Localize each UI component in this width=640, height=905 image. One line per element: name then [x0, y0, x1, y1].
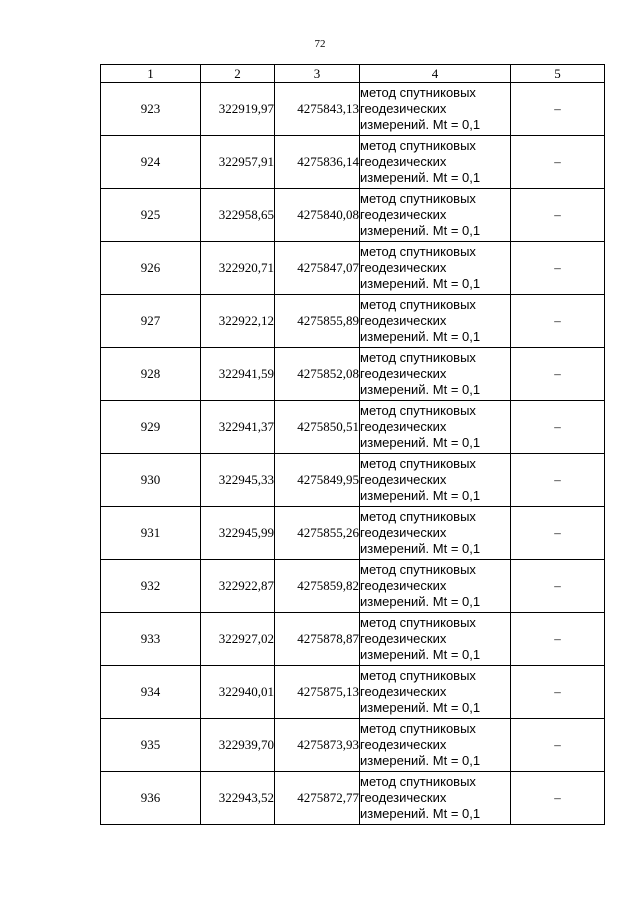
x-coordinate-cell: 322945,99: [201, 507, 275, 560]
note-cell: –: [511, 507, 605, 560]
header-col-4: 4: [360, 65, 511, 83]
y-coordinate-cell: 4275875,13: [275, 666, 360, 719]
point-number-cell: 925: [101, 189, 201, 242]
x-coordinate-cell: 322939,70: [201, 719, 275, 772]
note-cell: –: [511, 295, 605, 348]
method-cell: метод спутниковых геодезических измерений. Mt = 0,1: [360, 719, 511, 772]
note-cell: –: [511, 401, 605, 454]
table-row: [101, 454, 605, 507]
point-number-cell: 935: [101, 719, 201, 772]
table-row: [101, 666, 605, 719]
method-cell: метод спутниковых геодезических измерений. Mt = 0,1: [360, 507, 511, 560]
y-coordinate-cell: 4275859,82: [275, 560, 360, 613]
table-row: [101, 401, 605, 454]
point-number-cell: 936: [101, 772, 201, 825]
table-row: [101, 348, 605, 401]
note-cell: –: [511, 613, 605, 666]
point-number-cell: 926: [101, 242, 201, 295]
method-cell: метод спутниковых геодезических измерений. Mt = 0,1: [360, 295, 511, 348]
table-row: [101, 772, 605, 825]
x-coordinate-cell: 322958,65: [201, 189, 275, 242]
y-coordinate-cell: 4275847,07: [275, 242, 360, 295]
note-cell: –: [511, 136, 605, 189]
y-coordinate-cell: 4275872,77: [275, 772, 360, 825]
table-row: [101, 83, 605, 136]
method-cell: метод спутниковых геодезических измерений. Mt = 0,1: [360, 242, 511, 295]
x-coordinate-cell: 322945,33: [201, 454, 275, 507]
y-coordinate-cell: 4275836,14: [275, 136, 360, 189]
x-coordinate-cell: 322941,59: [201, 348, 275, 401]
point-number-cell: 923: [101, 83, 201, 136]
point-number-cell: 933: [101, 613, 201, 666]
table-row: [101, 189, 605, 242]
table-row: [101, 242, 605, 295]
x-coordinate-cell: 322922,12: [201, 295, 275, 348]
table-header: [101, 65, 605, 83]
table-row: [101, 507, 605, 560]
x-coordinate-cell: 322922,87: [201, 560, 275, 613]
table-row: [101, 295, 605, 348]
point-number-cell: 931: [101, 507, 201, 560]
method-cell: метод спутниковых геодезических измерений. Mt = 0,1: [360, 189, 511, 242]
point-number-cell: 929: [101, 401, 201, 454]
note-cell: –: [511, 719, 605, 772]
note-cell: –: [511, 560, 605, 613]
note-cell: –: [511, 666, 605, 719]
point-number-cell: 932: [101, 560, 201, 613]
x-coordinate-cell: 322927,02: [201, 613, 275, 666]
point-number-cell: 930: [101, 454, 201, 507]
x-coordinate-cell: 322943,52: [201, 772, 275, 825]
method-cell: метод спутниковых геодезических измерений. Mt = 0,1: [360, 613, 511, 666]
x-coordinate-cell: 322941,37: [201, 401, 275, 454]
x-coordinate-cell: 322940,01: [201, 666, 275, 719]
method-cell: метод спутниковых геодезических измерений. Mt = 0,1: [360, 454, 511, 507]
method-cell: метод спутниковых геодезических измерений. Mt = 0,1: [360, 83, 511, 136]
y-coordinate-cell: 4275852,08: [275, 348, 360, 401]
table-row: [101, 136, 605, 189]
point-number-cell: 934: [101, 666, 201, 719]
y-coordinate-cell: 4275855,26: [275, 507, 360, 560]
header-col-5: 5: [511, 65, 605, 83]
note-cell: –: [511, 772, 605, 825]
coordinates-table: [100, 64, 605, 825]
y-coordinate-cell: 4275850,51: [275, 401, 360, 454]
method-cell: метод спутниковых геодезических измерений. Mt = 0,1: [360, 666, 511, 719]
note-cell: –: [511, 242, 605, 295]
x-coordinate-cell: 322919,97: [201, 83, 275, 136]
table-row: [101, 560, 605, 613]
table-body: [101, 83, 605, 825]
note-cell: –: [511, 189, 605, 242]
method-cell: метод спутниковых геодезических измерений. Mt = 0,1: [360, 348, 511, 401]
y-coordinate-cell: 4275855,89: [275, 295, 360, 348]
method-cell: метод спутниковых геодезических измерений. Mt = 0,1: [360, 401, 511, 454]
header-row: [101, 65, 605, 83]
y-coordinate-cell: 4275840,08: [275, 189, 360, 242]
x-coordinate-cell: 322920,71: [201, 242, 275, 295]
x-coordinate-cell: 322957,91: [201, 136, 275, 189]
table-row: [101, 613, 605, 666]
point-number-cell: 927: [101, 295, 201, 348]
y-coordinate-cell: 4275873,93: [275, 719, 360, 772]
y-coordinate-cell: 4275849,95: [275, 454, 360, 507]
point-number-cell: 924: [101, 136, 201, 189]
note-cell: –: [511, 83, 605, 136]
header-col-3: 3: [275, 65, 360, 83]
header-col-2: 2: [201, 65, 275, 83]
method-cell: метод спутниковых геодезических измерений. Mt = 0,1: [360, 560, 511, 613]
y-coordinate-cell: 4275878,87: [275, 613, 360, 666]
point-number-cell: 928: [101, 348, 201, 401]
method-cell: метод спутниковых геодезических измерений. Mt = 0,1: [360, 772, 511, 825]
method-cell: метод спутниковых геодезических измерений. Mt = 0,1: [360, 136, 511, 189]
table-row: [101, 719, 605, 772]
y-coordinate-cell: 4275843,13: [275, 83, 360, 136]
page-number: 72: [314, 38, 326, 50]
note-cell: –: [511, 348, 605, 401]
header-col-1: 1: [101, 65, 201, 83]
note-cell: –: [511, 454, 605, 507]
